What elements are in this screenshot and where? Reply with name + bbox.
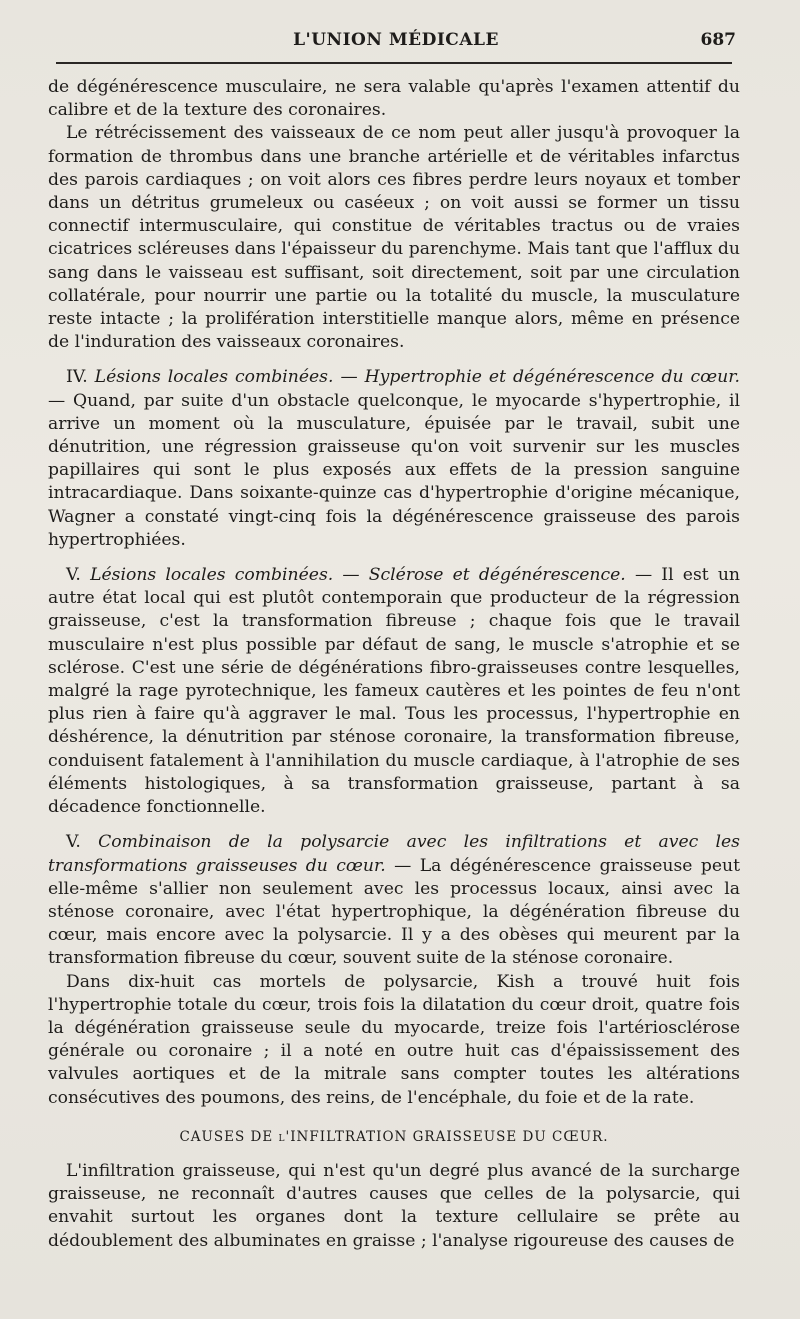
body-text <box>48 76 740 1253</box>
section-v <box>48 564 740 819</box>
page-header <box>56 22 736 62</box>
section-v-combinaison <box>48 831 740 970</box>
page-number: 687 <box>700 30 736 50</box>
section-v-body: — Il est un autre état local qui est plutôt contemporain que producteur de la régression graisseuse, c'est la transformation fibreuse ; chaque fois que le travail musculaire n'est plus possible par défaut de sang, le muscle s'atrophie et se sclérose. C'est une série de dégénérations fibro-graisseuses contre lesquelles, malgré la rage pyrotechnique, les fameux cautères et les pointes de feu n'ont plus rien à faire qu'à aggraver le mal. Tous les processus, l'hypertrophie en déshérence, la dénutrition par sténose coronaire, la transformation fibreuse, conduisent fatalement à l'annihilation du muscle cardiaque, à l'atrophie de ses éléments histologiques, à sa transformation graisseuse, partant à sa décadence fonctionnelle. <box>48 565 740 818</box>
running-title: L'UNION MÉDICALE <box>293 30 499 50</box>
paragraph-continuation: de dégénérescence musculaire, ne sera valable qu'après l'examen attentif du calibre et de la texture des coronaires. <box>48 77 740 121</box>
header-rule <box>56 62 732 64</box>
section-v-combinaison-number: V. <box>66 832 81 853</box>
section-iv-body: — Quand, par suite d'un obstacle quelconque, le myocarde s'hypertrophie, il arrive un moment où la musculature, épuisée par le travail, subit une dénutrition, une régression graisseuse qu'on voit survenir sur les muscles papillaires qui sont le plus exposés aux effets de la pression sanguine intracardiaque. Dans soixante-quinze cas d'hypertrophie d'origine mécanique, Wagner a constaté vingt-cinq fois la dégénérescence graisseuse des parois hypertrophiées. <box>48 390 740 550</box>
paragraph-infiltration: L'infiltration graisseuse, qui n'est qu'un degré plus avancé de la surcharge graisseuse, ne reconnaît d'autres causes que celles de la polysarcie, qui envahit surtout les organes dont la texture cellulaire se prête au dédoublement des albuminates en graisse ; l'analyse rigoureuse des causes de <box>48 1160 740 1251</box>
causes-title-part-b: l' <box>278 1128 291 1145</box>
causes-section-title <box>48 1126 740 1149</box>
section-v-combinaison-body: — La dégénérescence graisseuse peut elle-même s'allier non seulement avec les processus locaux, ainsi avec la sténose coronaire, avec l'état hypertrophique, la dégénération fibreuse du cœur, mais encore avec la polysarcie. Il y a des obèses qui meurent par la transformation fibreuse du cœur, souvent suite de la sténose coronaire. <box>48 855 740 969</box>
causes-title-part-c: INFILTRATION GRAISSEUSE DU CŒUR. <box>290 1128 609 1145</box>
section-iv <box>48 366 740 552</box>
causes-title-part-a: CAUSES DE <box>179 1128 279 1145</box>
section-iv-heading: Lésions locales combinées. — Hypertrophie et dégénérescence du cœur. <box>94 367 740 388</box>
paragraph-retrecissement: Le rétrécissement des vaisseaux de ce nom peut aller jusqu'à provoquer la formation de thrombus dans une branche artérielle et de véritables infarctus des parois cardiaques ; on voit alors ces fibres perdre leurs noyaux et tomber dans un détritus grumeleux ou caséeux ; on voit aussi se former un tissu connectif intermusculaire, qui constitue de véritables tractus ou de vraies cicatrices scléreuses dans l'épaisseur du parenchyme. Mais tant que l'afflux du sang dans le vaisseau est suffisant, soit directement, soit par une circulation collatérale, pour nourrir une partie ou la totalité du muscle, la musculature reste intacte ; la prolifération interstitielle manque alors, même en présence de l'induration des vaisseaux coronaires. <box>48 123 740 353</box>
section-v-number: V. <box>66 565 81 586</box>
section-v-combinaison-heading: Combinaison de la polysarcie avec les infiltrations et avec les transformations graisseuses du cœur. <box>48 832 740 876</box>
paragraph-kish: Dans dix-huit cas mortels de polysarcie, Kish a trouvé huit fois l'hypertrophie totale du cœur, trois fois la dilatation du cœur droit, quatre fois la dégénération graisseuse seule du myocarde, treize fois l'artériosclérose générale ou coronaire ; il a noté en outre huit cas d'épaississement des valvules aortiques et de la mitrale sans compter toutes les altérations consécutives des poumons, des reins, de l'encéphale, du foie et de la rate. <box>48 971 740 1108</box>
section-iv-number: IV. <box>66 367 88 388</box>
section-v-heading: Lésions locales combinées. — Sclérose et dégénérescence. <box>90 565 626 586</box>
